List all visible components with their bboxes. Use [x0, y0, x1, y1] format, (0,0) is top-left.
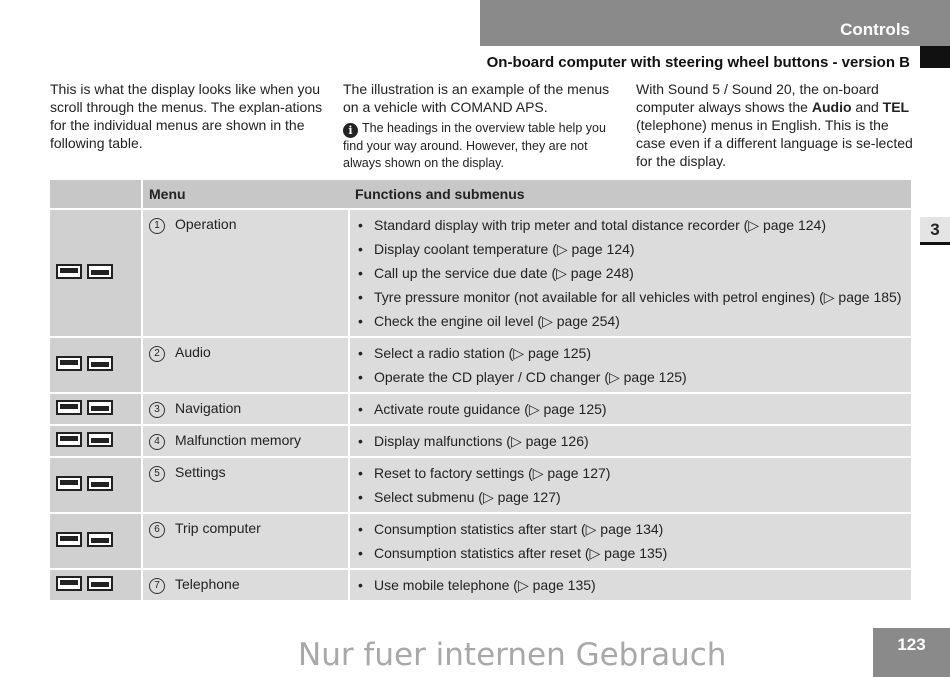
menu-cell [142, 569, 349, 601]
function-item: • Call up the service due date (▷ page 248) [356, 264, 905, 282]
functions-list [356, 520, 905, 562]
steering-buttons-cell [50, 513, 142, 569]
steering-buttons-cell [50, 425, 142, 457]
table-row [50, 337, 911, 393]
steering-button-up-icon [56, 576, 82, 591]
header-menu: Menu [142, 180, 349, 209]
intro-column-1: This is what the display looks like when you scroll through the menus. The explan-ations for the individual menus are shown in the following table. [50, 81, 323, 151]
intro-column-3 [636, 80, 916, 170]
steering-button-down-icon [87, 400, 113, 415]
info-note [343, 120, 623, 172]
steering-button-down-icon [87, 264, 113, 279]
function-item: • Display malfunctions (▷ page 126) [356, 432, 905, 450]
menu-label: Malfunction memory [175, 432, 302, 448]
steering-buttons-cell [50, 209, 142, 337]
function-item: • Check the engine oil level (▷ page 254) [356, 312, 905, 330]
table-row [50, 457, 911, 513]
audio-keyword: Audio [811, 99, 852, 115]
chapter-tab[interactable]: 3 [920, 217, 950, 245]
table-header-row [50, 180, 911, 209]
function-item: • Select submenu (▷ page 127) [356, 488, 905, 506]
intro-column-2 [343, 80, 623, 172]
functions-list [356, 216, 905, 330]
header-tab-marker [920, 46, 950, 68]
steering-button-up-icon [56, 476, 82, 491]
functions-list [356, 432, 905, 450]
functions-cell [349, 569, 911, 601]
menu-label: Audio [175, 344, 211, 360]
functions-list [356, 464, 905, 506]
functions-cell [349, 457, 911, 513]
steering-button-down-icon [87, 432, 113, 447]
functions-cell [349, 513, 911, 569]
menu-cell [142, 425, 349, 457]
steering-button-up-icon [56, 356, 82, 371]
function-item: • Activate route guidance (▷ page 125) [356, 400, 905, 418]
functions-cell [349, 209, 911, 337]
steering-button-down-icon [87, 532, 113, 547]
watermark: Nur fuer internen Gebrauch [298, 637, 727, 673]
functions-cell [349, 425, 911, 457]
functions-list [356, 344, 905, 386]
functions-cell [349, 337, 911, 393]
steering-button-down-icon [87, 356, 113, 371]
section-header-bar [480, 0, 950, 46]
table-row [50, 393, 911, 425]
info-note-text: The headings in the overview table help you find your way around. However, they are not always shown on the display. [343, 121, 606, 170]
menu-label: Trip computer [175, 520, 261, 536]
menu-number: 3 [149, 402, 165, 418]
intro-text-2: The illustration is an example of the menus on a vehicle with COMAND APS. [343, 81, 610, 115]
intro-text-3c: and [851, 99, 883, 115]
menu-number: 1 [149, 218, 165, 234]
function-item: • Standard display with trip meter and total distance recorder (▷ page 124) [356, 216, 905, 234]
menu-cell [142, 513, 349, 569]
steering-button-up-icon [56, 432, 82, 447]
menu-number: 6 [149, 522, 165, 538]
menu-number: 7 [149, 578, 165, 594]
header-icons [50, 180, 142, 209]
steering-button-down-icon [87, 576, 113, 591]
function-item: • Display coolant temperature (▷ page 124) [356, 240, 905, 258]
steering-button-up-icon [56, 264, 82, 279]
functions-list [356, 400, 905, 418]
menu-overview-table [50, 180, 911, 602]
function-item: • Tyre pressure monitor (not available for all vehicles with petrol engines) (▷ page 185) [356, 288, 905, 306]
intro-text-3e: (telephone) menus in English. This is the case even if a different language is se-lected for the display. [636, 117, 913, 169]
table-row [50, 569, 911, 601]
menu-label: Navigation [175, 400, 242, 416]
menu-cell [142, 209, 349, 337]
menu-cell [142, 337, 349, 393]
function-item: • Consumption statistics after reset (▷ page 135) [356, 544, 905, 562]
table-row [50, 425, 911, 457]
function-item: • Consumption statistics after start (▷ page 134) [356, 520, 905, 538]
steering-button-up-icon [56, 400, 82, 415]
steering-button-up-icon [56, 532, 82, 547]
intro-text-3a: With Sound 5 / Sound 20, the on-board computer always shows the [636, 81, 879, 115]
functions-list [356, 576, 905, 594]
steering-buttons-cell [50, 337, 142, 393]
menu-number: 5 [149, 466, 165, 482]
tel-keyword: TEL [882, 99, 910, 115]
steering-button-down-icon [87, 476, 113, 491]
steering-buttons-cell [50, 393, 142, 425]
menu-label: Settings [175, 464, 226, 480]
function-item: • Select a radio station (▷ page 125) [356, 344, 905, 362]
menu-cell [142, 457, 349, 513]
menu-number: 2 [149, 346, 165, 362]
function-item: • Reset to factory settings (▷ page 127) [356, 464, 905, 482]
steering-buttons-cell [50, 569, 142, 601]
info-icon: i [343, 123, 358, 138]
steering-buttons-cell [50, 457, 142, 513]
menu-label: Operation [175, 216, 237, 232]
table-row [50, 513, 911, 569]
menu-cell [142, 393, 349, 425]
header-functions: Functions and submenus [349, 180, 911, 209]
function-item: • Operate the CD player / CD changer (▷ page 125) [356, 368, 905, 386]
menu-label: Telephone [175, 576, 240, 592]
section-title: Controls [840, 20, 910, 39]
page-number: 123 [873, 628, 950, 677]
functions-cell [349, 393, 911, 425]
page-subtitle: On-board computer with steering wheel buttons - version B [486, 54, 910, 71]
menu-number: 4 [149, 434, 165, 450]
table-row [50, 209, 911, 337]
function-item: • Use mobile telephone (▷ page 135) [356, 576, 905, 594]
